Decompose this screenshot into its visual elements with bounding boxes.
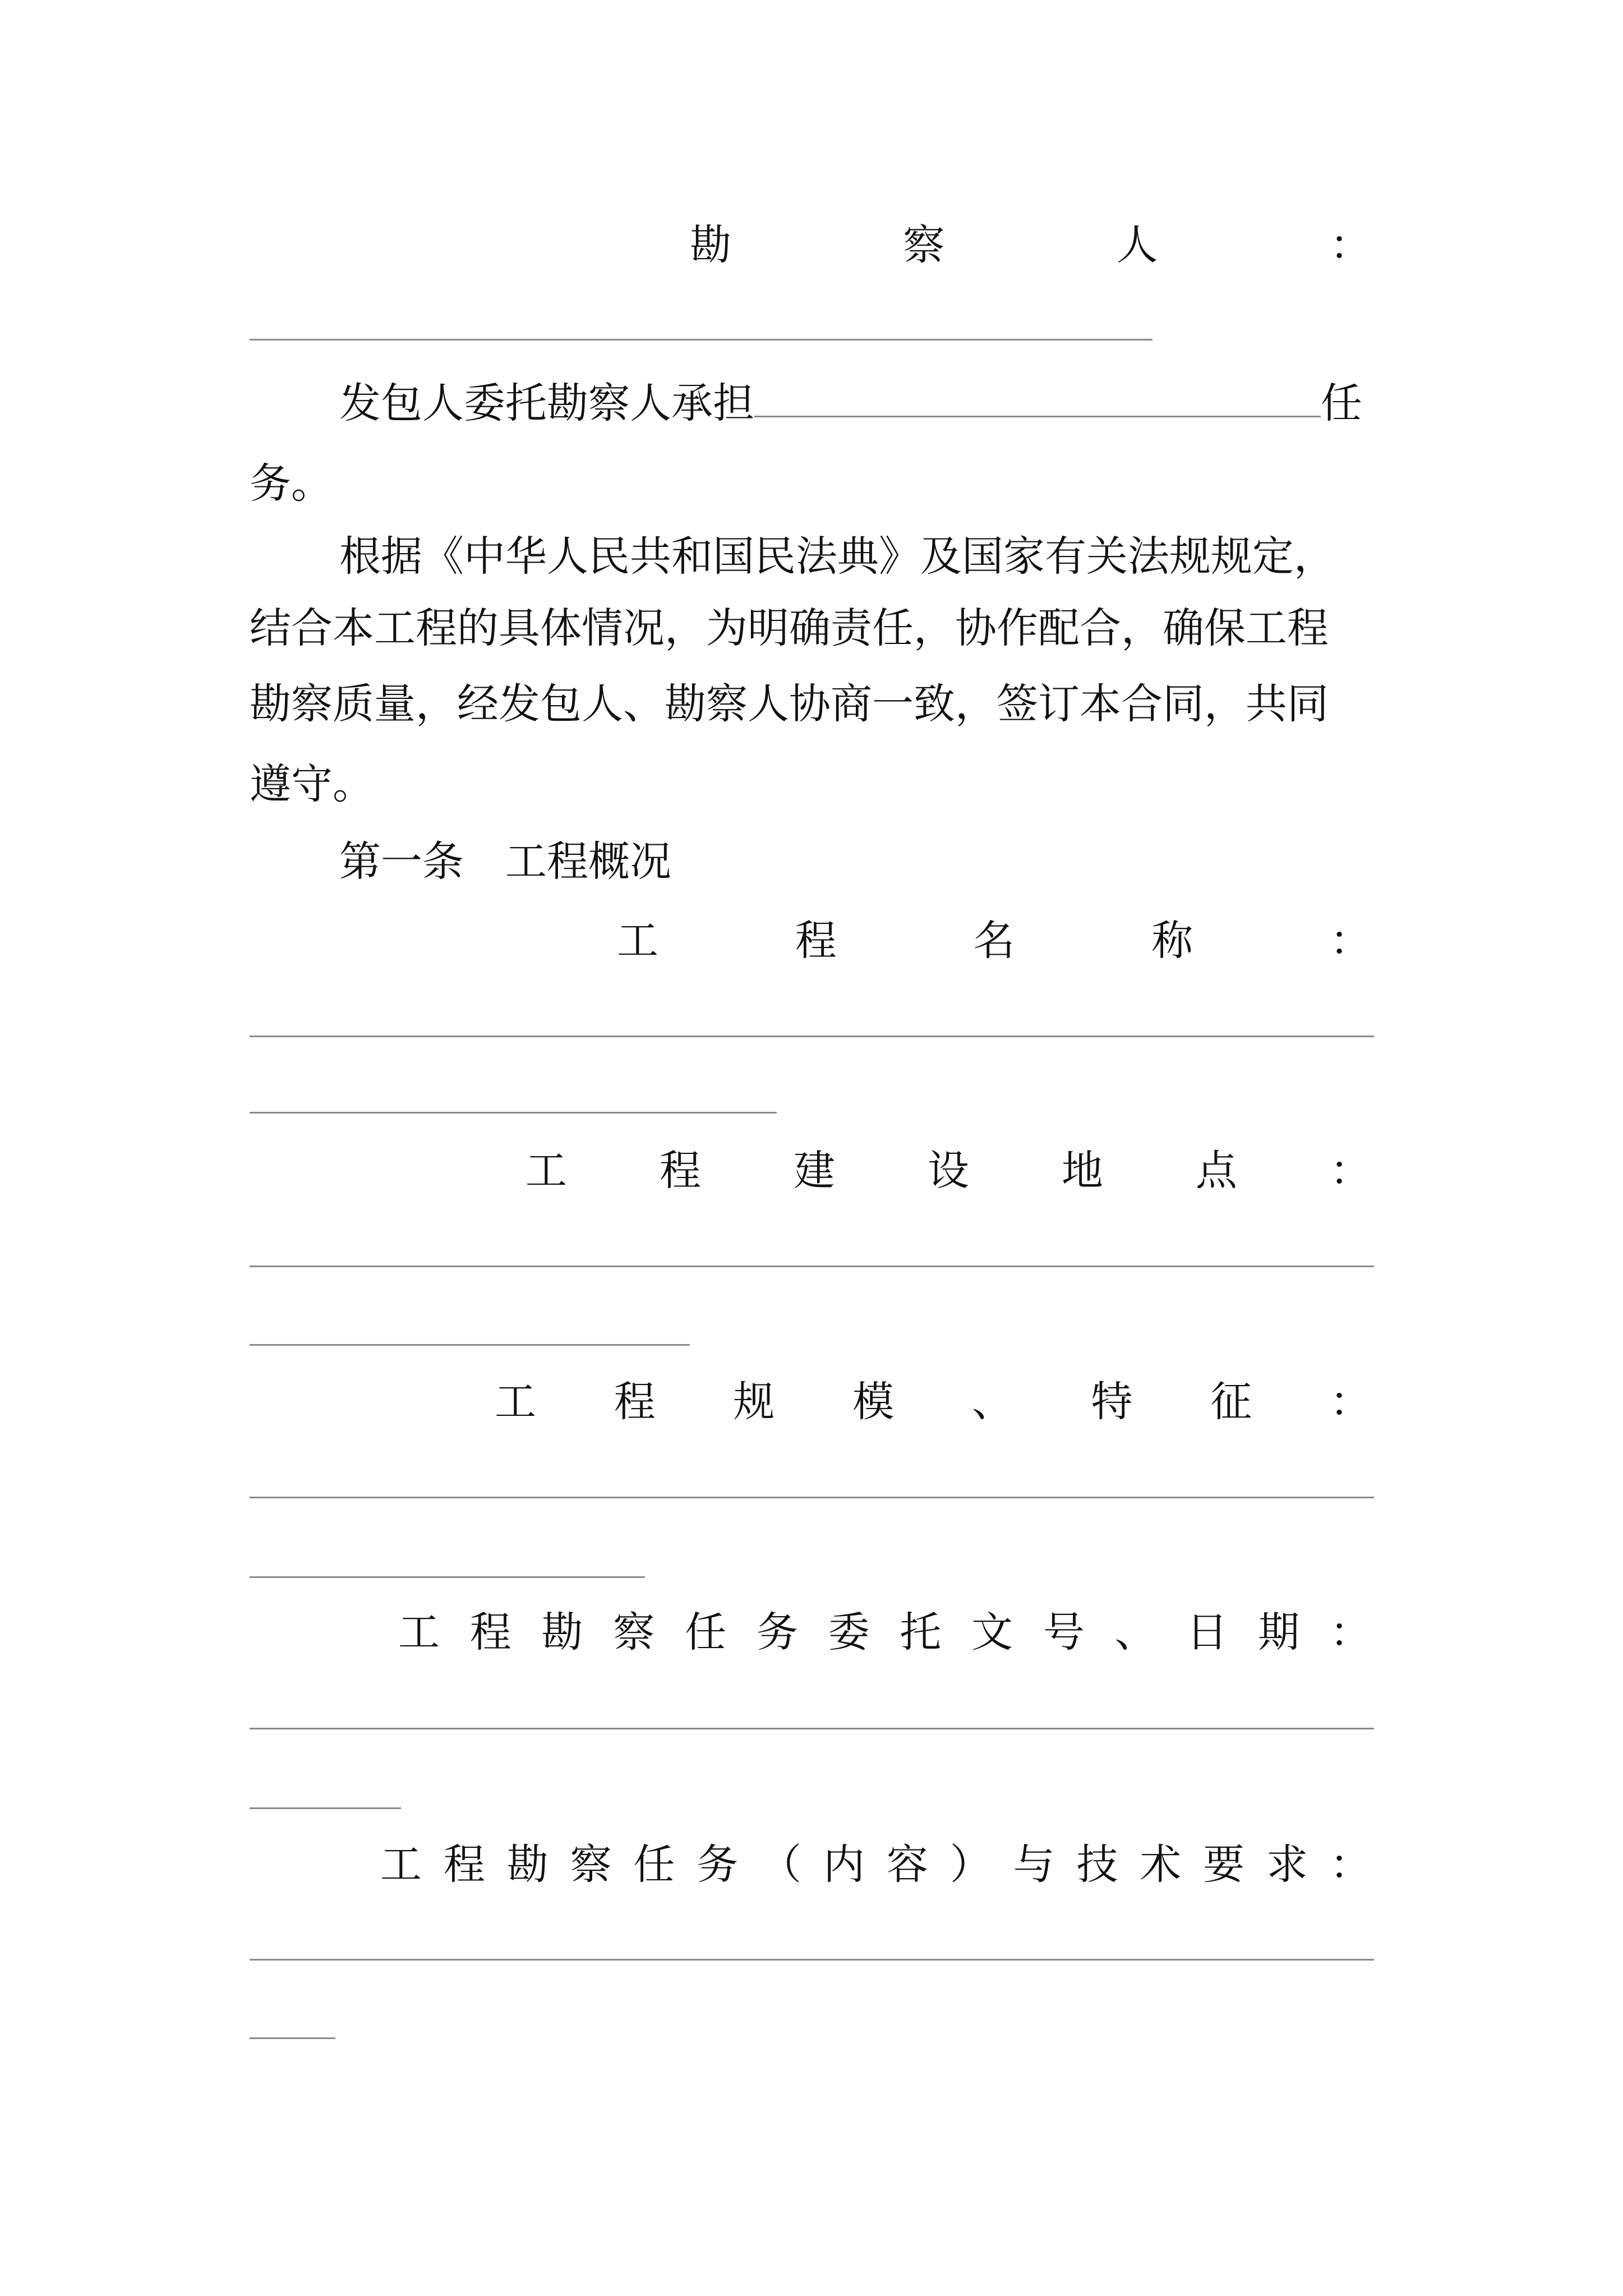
field-char: 特 [1091,1378,1133,1426]
field-char: 程 [443,1841,485,1889]
commission-doc-blank-line-2[interactable] [250,1807,401,1809]
project-location-blank-line-1[interactable] [250,1266,1374,1267]
field-char: 号 [1043,1608,1085,1657]
commission-blank[interactable] [754,382,1321,417]
project-name-blank-line-1[interactable] [250,1036,1374,1037]
surveyor-label-char: 察 [903,221,945,269]
field-char: 日 [1186,1608,1228,1657]
field-char: 求 [1266,1841,1308,1889]
field-char: 、 [1114,1608,1156,1657]
surveyor-label-char: 勘 [690,221,731,269]
commission-line-2: 务。 [250,459,333,508]
field-char: （ [760,1841,802,1889]
field-char: 内 [823,1841,865,1889]
field-char: 任 [633,1841,675,1889]
field-char: 勘 [506,1841,548,1889]
survey-tasks-blank-line-2[interactable] [250,2037,335,2039]
commission-line [339,364,1394,444]
field-char: 点 [1196,1147,1237,1195]
article-1-heading: 第一条 工程概况 [339,838,671,886]
field-char: 工 [380,1841,422,1889]
commission-prefix: 发包人委托勘察人承担 [339,379,754,427]
field-char: 工 [525,1147,567,1195]
field-commission-doc [398,1608,1371,1657]
field-char: 程 [614,1378,656,1426]
field-char: 程 [660,1147,701,1195]
field-char: 察 [570,1841,612,1889]
field-char: 工 [617,917,658,965]
field-project-scale [495,1378,1371,1426]
survey-tasks-blank-line-1[interactable] [250,1959,1374,1961]
surveyor-label-char: 人 [1116,221,1158,269]
project-location-blank-line-2[interactable] [250,1344,690,1346]
field-char: 文 [971,1608,1013,1657]
project-scale-blank-line-2[interactable] [250,1576,645,1578]
surveyor-label [690,221,1371,269]
field-colon: ： [1329,1841,1371,1889]
field-colon: ： [1329,1378,1371,1426]
field-char: 托 [900,1608,942,1657]
field-char: 征 [1210,1378,1252,1426]
field-char: 勘 [541,1608,583,1657]
project-scale-blank-line-1[interactable] [250,1497,1374,1498]
field-project-name [617,917,1371,965]
field-char: 工 [398,1608,440,1657]
field-char: 建 [794,1147,835,1195]
field-char: 称 [1151,917,1193,965]
surveyor-blank-line[interactable] [250,339,1152,341]
field-colon: ： [1330,1147,1371,1195]
surveyor-colon: ： [1329,221,1371,269]
field-char: 察 [613,1608,655,1657]
field-char: 程 [795,917,837,965]
field-char: 、 [971,1378,1013,1426]
commission-doc-blank-line-1[interactable] [250,1728,1374,1729]
project-name-blank-line-2[interactable] [250,1112,777,1114]
field-colon: ： [1329,1608,1371,1657]
commission-suffix: 任 [1321,379,1362,427]
field-char: 务 [756,1608,798,1657]
field-char: 与 [1013,1841,1055,1889]
field-char: 技 [1076,1841,1118,1889]
field-char: ） [949,1841,992,1889]
field-char: 容 [886,1841,928,1889]
field-char: 程 [469,1608,511,1657]
preamble-line-2: 结合本工程的具体情况，为明确责任，协作配合，确保工程 [250,604,1329,652]
field-survey-tasks [380,1841,1371,1889]
field-char: 名 [973,917,1015,965]
preamble-line-4: 遵守。 [250,760,374,808]
field-char: 地 [1062,1147,1103,1195]
field-char: 务 [697,1841,739,1889]
field-char: 规 [733,1378,775,1426]
field-project-location [525,1147,1371,1195]
field-char: 术 [1140,1841,1182,1889]
field-char: 期 [1258,1608,1300,1657]
field-char: 模 [852,1378,895,1426]
field-char: 要 [1203,1841,1245,1889]
field-colon: ： [1330,917,1371,965]
preamble-line-3: 勘察质量，经发包人、勘察人协商一致，签订本合同，共同 [250,680,1329,728]
field-char: 设 [928,1147,969,1195]
field-char: 任 [685,1608,727,1657]
preamble-line-1: 根据《中华人民共和国民法典》及国家有关法规规定， [339,532,1335,581]
field-char: 工 [495,1378,536,1426]
field-char: 委 [828,1608,870,1657]
